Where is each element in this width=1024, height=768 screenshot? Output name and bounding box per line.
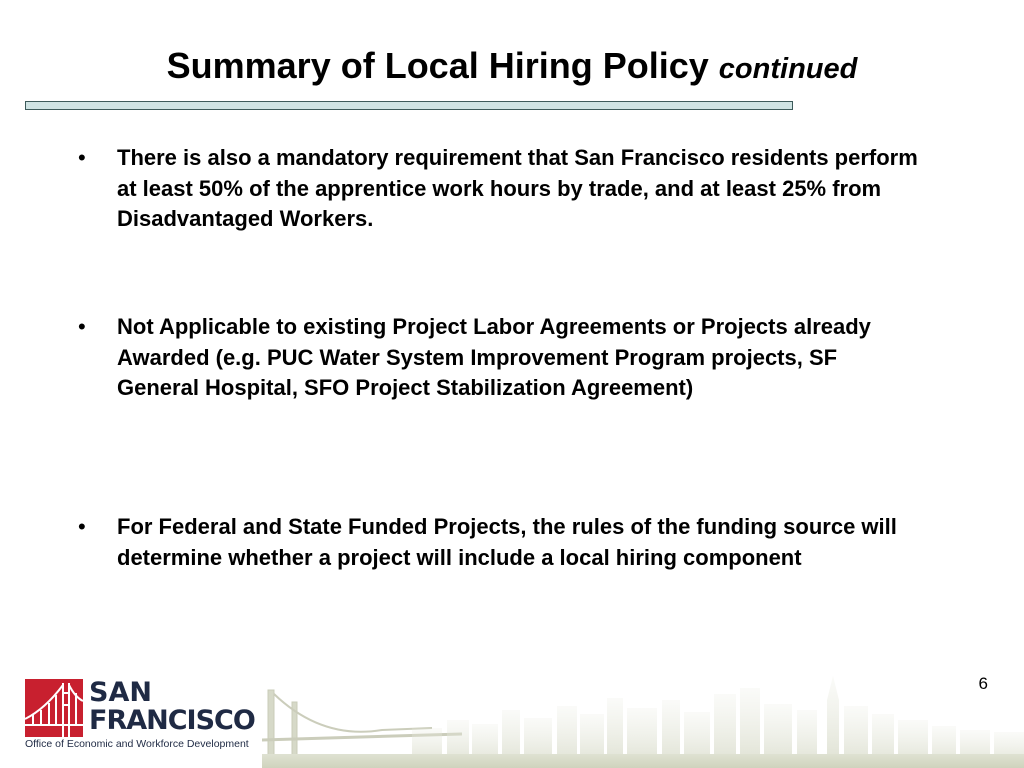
- bullet-marker: •: [78, 514, 86, 539]
- bullet-text: There is also a mandatory requirement that San Francisco residents perform at least 50% of the apprentice work hours by trade, and at least 25% from Disadvantaged Workers.: [117, 145, 918, 231]
- title-underline-rule: [25, 101, 793, 110]
- bullet-text: For Federal and State Funded Projects, the rules of the funding source will determine whether a project will include a local hiring component: [117, 514, 897, 570]
- sf-oewd-logo: [25, 679, 255, 753]
- title-suffix: continued: [718, 53, 858, 85]
- page-number: 6: [978, 674, 988, 693]
- bullet-text: Not Applicable to existing Project Labor Agreements or Projects already Awarded (e.g. PUC Water System Improvement Program projects, SF General Hospital, SFO Project Stabilization Agreement): [117, 314, 871, 400]
- bullet-item: [78, 512, 918, 573]
- bullet-item: [78, 143, 918, 235]
- title-main: Summary of Local Hiring Policy: [166, 45, 709, 86]
- bullet-item: [78, 312, 918, 404]
- logo-subtitle: Office of Economic and Workforce Development: [25, 738, 249, 750]
- logo-wordmark-line2: FRANCISCO: [89, 705, 255, 736]
- slide-title: [0, 44, 1024, 91]
- bullet-marker: •: [78, 314, 86, 339]
- bullet-marker: •: [78, 145, 86, 170]
- golden-gate-bridge-icon: [25, 679, 83, 737]
- city-skyline-illustration: [262, 670, 1024, 768]
- logo-wordmark-line1: SAN: [89, 677, 152, 708]
